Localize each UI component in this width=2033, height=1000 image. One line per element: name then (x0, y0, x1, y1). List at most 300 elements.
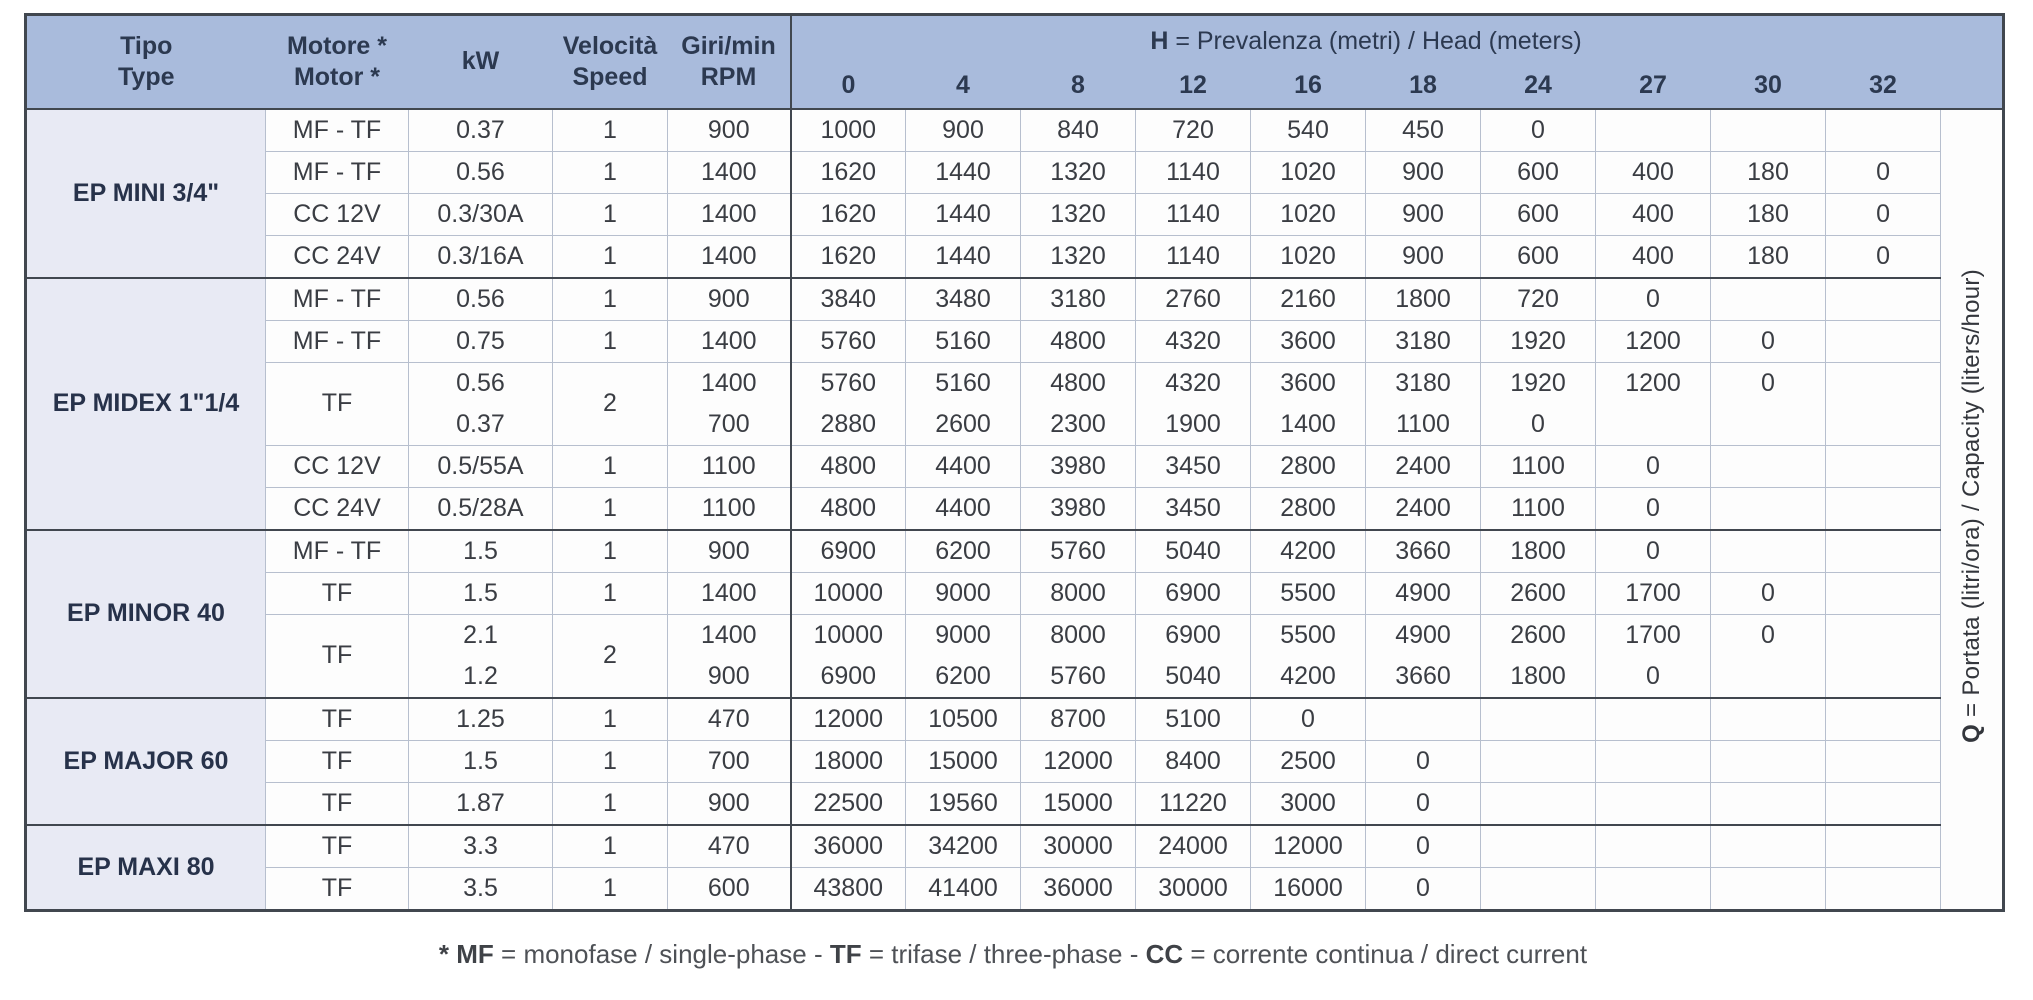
table-body (26, 109, 2004, 911)
cell-head-value: 1400 (1251, 404, 1366, 446)
cell-head-value: 840 (1021, 109, 1136, 152)
table-row (26, 235, 2004, 278)
cell-head-value: 2880 (791, 404, 906, 446)
cell-head-value: 12000 (1021, 740, 1136, 782)
cell-head-value: 0 (1711, 572, 1826, 614)
cell-head-value: 1200 (1596, 320, 1711, 362)
cell-head-value: 4200 (1251, 530, 1366, 573)
cell-head-value: 2600 (906, 404, 1021, 446)
table-row (26, 151, 2004, 193)
cell-head-value: 2600 (1481, 614, 1596, 656)
cell-kw: 3.3 (409, 825, 553, 868)
head-col-27: 27 (1596, 63, 1711, 109)
col-header-giri-line1: Giri/min (681, 31, 776, 60)
cell-head-value (1711, 825, 1826, 868)
cell-head-value: 3600 (1251, 320, 1366, 362)
cell-head-value: 600 (1481, 235, 1596, 278)
cell-head-value: 720 (1481, 278, 1596, 321)
cell-kw: 1.25 (409, 698, 553, 741)
col-header-velocita-line1: Velocità (562, 31, 658, 60)
cell-head-value: 0 (1596, 445, 1711, 487)
head-col-30: 30 (1711, 63, 1826, 109)
cell-head-value: 6900 (1136, 614, 1251, 656)
cell-head-value: 0 (1366, 740, 1481, 782)
cell-head-value: 900 (1366, 151, 1481, 193)
cell-head-value: 0 (1596, 278, 1711, 321)
cell-kw: 0.5/28A (409, 487, 553, 530)
cell-rpm: 470 (668, 825, 791, 868)
cell-head-value (1826, 782, 1941, 825)
cell-kw: 1.5 (409, 740, 553, 782)
cell-motore: MF - TF (266, 530, 409, 573)
cell-head-value: 400 (1596, 151, 1711, 193)
cell-head-value: 2760 (1136, 278, 1251, 321)
cell-head-value: 1320 (1021, 193, 1136, 235)
head-col-16: 16 (1251, 63, 1366, 109)
col-header-velocita (553, 15, 668, 109)
table-row (26, 320, 2004, 362)
col-header-head-meters (791, 15, 1941, 63)
cell-head-value: 5040 (1136, 530, 1251, 573)
cell-head-value (1826, 404, 1941, 446)
cell-rpm: 470 (668, 698, 791, 741)
cell-head-value (1481, 825, 1596, 868)
cell-head-value (1711, 530, 1826, 573)
cell-head-value: 1140 (1136, 151, 1251, 193)
cell-head-value: 2400 (1366, 487, 1481, 530)
cell-head-value: 1100 (1481, 487, 1596, 530)
cell-rpm: 1100 (668, 487, 791, 530)
head-col-12: 12 (1136, 63, 1251, 109)
cell-motore: TF (266, 825, 409, 868)
cell-rpm: 1400 (668, 614, 791, 656)
head-col-4: 4 (906, 63, 1021, 109)
cell-head-value (1596, 740, 1711, 782)
cell-rpm: 900 (668, 656, 791, 698)
cell-head-value: 0 (1596, 487, 1711, 530)
cell-rpm: 900 (668, 278, 791, 321)
table-row (26, 867, 2004, 910)
cell-head-value: 8000 (1021, 572, 1136, 614)
cell-head-value: 400 (1596, 193, 1711, 235)
cell-head-value: 5760 (791, 320, 906, 362)
table-row (26, 362, 2004, 404)
cell-head-value: 22500 (791, 782, 906, 825)
cell-head-value: 5160 (906, 320, 1021, 362)
cell-kw: 0.37 (409, 109, 553, 152)
cell-head-value: 540 (1251, 109, 1366, 152)
cell-speed: 1 (553, 487, 668, 530)
cell-speed: 2 (553, 614, 668, 698)
col-header-giri-line2: RPM (700, 62, 757, 91)
cell-head-value (1826, 740, 1941, 782)
cell-head-value: 11220 (1136, 782, 1251, 825)
col-header-motore-line1: Motore * (287, 31, 387, 60)
cell-kw: 0.37 (409, 404, 553, 446)
cell-head-value (1711, 487, 1826, 530)
cell-head-value (1366, 698, 1481, 741)
cell-kw: 1.5 (409, 572, 553, 614)
col-header-velocita-line2: Speed (572, 62, 648, 91)
cell-head-value: 0 (1826, 151, 1941, 193)
table-row (26, 614, 2004, 656)
cell-head-value: 1700 (1596, 614, 1711, 656)
cell-head-value (1596, 109, 1711, 152)
cell-kw: 0.5/55A (409, 445, 553, 487)
cell-head-value: 0 (1251, 698, 1366, 741)
cell-head-value: 180 (1711, 151, 1826, 193)
cell-head-value: 4400 (906, 445, 1021, 487)
cell-rpm: 1400 (668, 151, 791, 193)
cell-head-value: 4800 (791, 445, 906, 487)
cell-head-value: 0 (1596, 530, 1711, 573)
cell-motore: TF (266, 572, 409, 614)
cell-head-value (1711, 404, 1826, 446)
cell-head-value: 720 (1136, 109, 1251, 152)
cell-head-value: 0 (1481, 404, 1596, 446)
cell-head-value (1826, 362, 1941, 404)
cell-head-value: 6900 (791, 530, 906, 573)
cell-motore: CC 24V (266, 487, 409, 530)
cell-head-value (1826, 445, 1941, 487)
cell-rpm: 1400 (668, 572, 791, 614)
cell-speed: 1 (553, 867, 668, 910)
cell-head-value: 180 (1711, 235, 1826, 278)
cell-rpm: 1400 (668, 193, 791, 235)
cell-head-value: 6900 (791, 656, 906, 698)
cell-motore: TF (266, 740, 409, 782)
cell-head-value: 3180 (1366, 362, 1481, 404)
cell-head-value: 0 (1481, 109, 1596, 152)
table-row (26, 278, 2004, 321)
cell-head-value: 9000 (906, 614, 1021, 656)
table-row (26, 530, 2004, 573)
cell-head-value (1826, 656, 1941, 698)
cell-speed: 1 (553, 235, 668, 278)
cell-head-value: 4320 (1136, 320, 1251, 362)
cell-head-value: 1000 (791, 109, 906, 152)
cell-head-value: 5100 (1136, 698, 1251, 741)
cell-kw: 0.56 (409, 278, 553, 321)
col-header-tipo-line1: Tipo (120, 31, 173, 60)
cell-head-value: 3660 (1366, 530, 1481, 573)
cell-head-value: 180 (1711, 193, 1826, 235)
cell-head-value (1481, 698, 1596, 741)
cell-speed: 1 (553, 740, 668, 782)
table-row (26, 740, 2004, 782)
cell-head-value: 2500 (1251, 740, 1366, 782)
cell-speed: 1 (553, 151, 668, 193)
head-col-18: 18 (1366, 63, 1481, 109)
cell-head-value: 6200 (906, 656, 1021, 698)
head-col-8: 8 (1021, 63, 1136, 109)
cell-head-value: 1620 (791, 235, 906, 278)
cell-head-value (1711, 278, 1826, 321)
cell-head-value: 900 (1366, 193, 1481, 235)
table-row (26, 572, 2004, 614)
col-header-kw (409, 15, 553, 109)
cell-head-value: 43800 (791, 867, 906, 910)
col-header-motore-line2: Motor * (293, 62, 381, 91)
cell-speed: 1 (553, 278, 668, 321)
cell-head-value (1826, 614, 1941, 656)
cell-head-value: 1920 (1481, 320, 1596, 362)
cell-head-value: 1440 (906, 151, 1021, 193)
head-col-24: 24 (1481, 63, 1596, 109)
col-header-q-spacer (1941, 15, 2004, 109)
cell-head-value: 0 (1826, 235, 1941, 278)
cell-head-value: 3180 (1366, 320, 1481, 362)
cell-head-value: 1140 (1136, 193, 1251, 235)
cell-head-value: 1020 (1251, 151, 1366, 193)
cell-head-value (1711, 656, 1826, 698)
cell-head-value: 8400 (1136, 740, 1251, 782)
cell-head-value (1596, 825, 1711, 868)
cell-head-value: 18000 (791, 740, 906, 782)
cell-head-value: 1320 (1021, 151, 1136, 193)
cell-head-value: 1800 (1481, 530, 1596, 573)
cell-head-value (1826, 572, 1941, 614)
cell-rpm: 900 (668, 109, 791, 152)
cell-rpm: 900 (668, 782, 791, 825)
cell-head-value (1481, 740, 1596, 782)
cell-head-value: 0 (1366, 825, 1481, 868)
cell-rpm: 1400 (668, 362, 791, 404)
cell-head-value: 4200 (1251, 656, 1366, 698)
cell-motore: CC 12V (266, 193, 409, 235)
cell-kw: 0.56 (409, 362, 553, 404)
cell-motore: CC 24V (266, 235, 409, 278)
cell-speed: 1 (553, 530, 668, 573)
cell-head-value: 2160 (1251, 278, 1366, 321)
cell-head-value: 5160 (906, 362, 1021, 404)
cell-head-value: 10500 (906, 698, 1021, 741)
cell-tipo: EP MINOR 40 (26, 530, 266, 698)
cell-head-value: 1800 (1366, 278, 1481, 321)
cell-head-value: 3980 (1021, 445, 1136, 487)
footnote: * MF = monofase / single-phase - TF = trifase / three-phase - CC = corrente continua / direct current (438, 938, 1588, 969)
cell-head-value (1596, 782, 1711, 825)
cell-head-value: 12000 (791, 698, 906, 741)
cell-head-value: 1140 (1136, 235, 1251, 278)
cell-speed: 1 (553, 782, 668, 825)
head-title-text: = Prevalenza (metri) / Head (meters) (1168, 26, 1582, 55)
cell-kw: 1.2 (409, 656, 553, 698)
cell-head-value: 36000 (791, 825, 906, 868)
cell-motore: MF - TF (266, 109, 409, 152)
cell-head-value: 3000 (1251, 782, 1366, 825)
cell-head-value: 4900 (1366, 614, 1481, 656)
cell-head-value: 36000 (1021, 867, 1136, 910)
cell-head-value: 8000 (1021, 614, 1136, 656)
cell-head-value: 2800 (1251, 445, 1366, 487)
cell-motore: MF - TF (266, 320, 409, 362)
cell-head-value: 6200 (906, 530, 1021, 573)
cell-head-value: 2400 (1366, 445, 1481, 487)
cell-head-value: 1620 (791, 193, 906, 235)
cell-speed: 1 (553, 445, 668, 487)
table-row (26, 445, 2004, 487)
col-header-tipo-line2: Type (118, 62, 175, 91)
cell-head-value (1711, 698, 1826, 741)
cell-head-value (1826, 109, 1941, 152)
cell-head-value: 3600 (1251, 362, 1366, 404)
cell-head-value: 5760 (791, 362, 906, 404)
cell-head-value: 41400 (906, 867, 1021, 910)
cell-head-value: 4900 (1366, 572, 1481, 614)
cell-speed: 2 (553, 362, 668, 445)
cell-tipo: EP MAJOR 60 (26, 698, 266, 825)
cell-head-value: 1440 (906, 193, 1021, 235)
cell-head-value: 16000 (1251, 867, 1366, 910)
table-row (26, 698, 2004, 741)
cell-kw: 0.3/16A (409, 235, 553, 278)
cell-head-value: 5500 (1251, 572, 1366, 614)
cell-head-value: 15000 (906, 740, 1021, 782)
cell-head-value: 34200 (906, 825, 1021, 868)
head-col-0: 0 (791, 63, 906, 109)
table-row (26, 109, 2004, 152)
cell-head-value: 5760 (1021, 656, 1136, 698)
cell-kw: 1.87 (409, 782, 553, 825)
cell-head-value (1481, 867, 1596, 910)
cell-head-value: 24000 (1136, 825, 1251, 868)
cell-head-value: 1800 (1481, 656, 1596, 698)
cell-head-value (1596, 698, 1711, 741)
cell-speed: 1 (553, 825, 668, 868)
head-symbol: H (1150, 26, 1169, 55)
cell-head-value: 3480 (906, 278, 1021, 321)
cell-motore: TF (266, 782, 409, 825)
cell-rpm: 900 (668, 530, 791, 573)
cell-speed: 1 (553, 320, 668, 362)
cell-head-value: 5500 (1251, 614, 1366, 656)
cell-head-value: 3450 (1136, 487, 1251, 530)
cell-head-value: 450 (1366, 109, 1481, 152)
cell-rpm: 1400 (668, 235, 791, 278)
cell-head-value: 5760 (1021, 530, 1136, 573)
cell-head-value: 10000 (791, 572, 906, 614)
cell-head-value (1826, 487, 1941, 530)
cell-head-value: 3840 (791, 278, 906, 321)
cell-head-value (1711, 109, 1826, 152)
cell-head-value: 1900 (1136, 404, 1251, 446)
cell-head-value: 1920 (1481, 362, 1596, 404)
cell-speed: 1 (553, 193, 668, 235)
cell-rpm: 700 (668, 740, 791, 782)
cell-head-value: 2800 (1251, 487, 1366, 530)
table-row (26, 825, 2004, 868)
cell-head-value: 3660 (1366, 656, 1481, 698)
cell-head-value: 3450 (1136, 445, 1251, 487)
cell-kw: 1.5 (409, 530, 553, 573)
cell-motore: MF - TF (266, 151, 409, 193)
cell-kw: 3.5 (409, 867, 553, 910)
cell-head-value (1596, 404, 1711, 446)
cell-head-value (1481, 782, 1596, 825)
cell-tipo: EP MIDEX 1"1/4 (26, 278, 266, 530)
col-header-kw-line1: kW (461, 47, 500, 76)
head-col-32: 32 (1826, 63, 1941, 109)
cell-head-value: 5040 (1136, 656, 1251, 698)
cell-motore: TF (266, 614, 409, 698)
cell-head-value (1826, 867, 1941, 910)
cell-head-value: 1100 (1481, 445, 1596, 487)
cell-head-value: 2600 (1481, 572, 1596, 614)
cell-head-value: 3980 (1021, 487, 1136, 530)
cell-head-value: 0 (1711, 614, 1826, 656)
cell-head-value (1826, 698, 1941, 741)
cell-motore: MF - TF (266, 278, 409, 321)
cell-head-value: 3180 (1021, 278, 1136, 321)
cell-head-value: 1020 (1251, 193, 1366, 235)
cell-kw: 0.75 (409, 320, 553, 362)
cell-head-value: 1100 (1366, 404, 1481, 446)
col-header-motore (266, 15, 409, 109)
cell-head-value (1711, 867, 1826, 910)
cell-head-value: 1200 (1596, 362, 1711, 404)
cell-head-value (1711, 740, 1826, 782)
cell-head-value (1826, 825, 1941, 868)
col-header-tipo (26, 15, 266, 109)
cell-kw: 0.3/30A (409, 193, 553, 235)
table-row (26, 487, 2004, 530)
cell-tipo: EP MINI 3/4" (26, 109, 266, 278)
cell-head-value: 0 (1826, 193, 1941, 235)
cell-motore: TF (266, 698, 409, 741)
q-axis-label: Q = Portata (litri/ora) / Capacity (liters/hour) (1941, 109, 2004, 911)
cell-head-value (1826, 320, 1941, 362)
cell-head-value (1711, 782, 1826, 825)
cell-motore: TF (266, 362, 409, 445)
cell-head-value: 30000 (1136, 867, 1251, 910)
cell-head-value: 4400 (906, 487, 1021, 530)
cell-speed: 1 (553, 572, 668, 614)
cell-head-value: 0 (1711, 320, 1826, 362)
cell-head-value: 4320 (1136, 362, 1251, 404)
col-header-giri (668, 15, 791, 109)
cell-head-value: 2300 (1021, 404, 1136, 446)
cell-head-value: 900 (906, 109, 1021, 152)
cell-head-value: 12000 (1251, 825, 1366, 868)
cell-head-value: 600 (1481, 151, 1596, 193)
cell-head-value (1711, 445, 1826, 487)
cell-head-value (1826, 530, 1941, 573)
cell-head-value: 0 (1596, 656, 1711, 698)
cell-head-value: 4800 (1021, 362, 1136, 404)
cell-motore: TF (266, 867, 409, 910)
cell-head-value: 30000 (1021, 825, 1136, 868)
cell-head-value: 8700 (1021, 698, 1136, 741)
cell-head-value: 4800 (791, 487, 906, 530)
cell-head-value: 6900 (1136, 572, 1251, 614)
cell-speed: 1 (553, 698, 668, 741)
cell-head-value: 400 (1596, 235, 1711, 278)
cell-kw: 0.56 (409, 151, 553, 193)
cell-rpm: 600 (668, 867, 791, 910)
pump-capacity-table (24, 13, 2005, 912)
cell-head-value: 10000 (791, 614, 906, 656)
cell-head-value: 19560 (906, 782, 1021, 825)
cell-head-value: 9000 (906, 572, 1021, 614)
cell-head-value: 1020 (1251, 235, 1366, 278)
table-row (26, 782, 2004, 825)
cell-head-value: 1320 (1021, 235, 1136, 278)
table-row (26, 193, 2004, 235)
cell-head-value: 0 (1366, 782, 1481, 825)
cell-rpm: 700 (668, 404, 791, 446)
cell-speed: 1 (553, 109, 668, 152)
